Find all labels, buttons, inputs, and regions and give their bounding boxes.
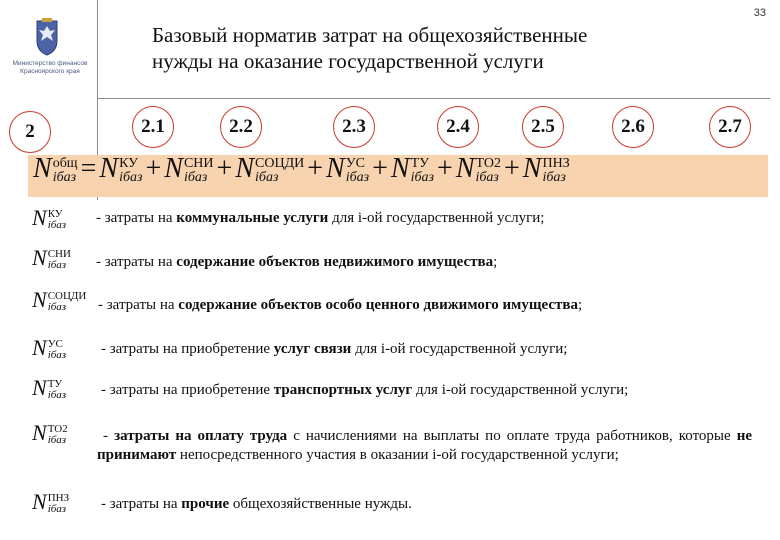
horizontal-rule bbox=[97, 98, 770, 99]
item-description-to2: - затраты на оплату труда с начислениями на выплаты по оплате труда работников, которые не принимают непосредственного участия в оказании i-ой государственной услуги; bbox=[97, 428, 752, 463]
item-description-pnz: - затраты на прочие общехозяйственные нужды. bbox=[101, 496, 412, 512]
item-symbol-sni: N СНИ iбаз bbox=[32, 245, 71, 271]
item-symbol-pnz: N ПНЗ iбаз bbox=[32, 489, 70, 515]
badge-2-3: 2.3 bbox=[333, 106, 375, 148]
formula-term-socdi: N СОЦДИ iбаз bbox=[235, 153, 305, 185]
page-number: 33 bbox=[753, 7, 766, 19]
item-symbol-to2: N ТО2 iбаз bbox=[32, 420, 68, 446]
item-description-sni: - затраты на содержание объектов недвижимого имущества; bbox=[96, 254, 498, 270]
formula-term-ku: N КУ iбаз bbox=[99, 153, 143, 185]
formula-term-total: N общ iбаз bbox=[33, 153, 78, 185]
badge-2-6: 2.6 bbox=[612, 106, 654, 148]
formula-term-sni: N СНИ iбаз bbox=[164, 153, 214, 185]
formula-term-tu: N ТУ iбаз bbox=[390, 153, 435, 185]
organization-name: Министерство финансов Красноярского края bbox=[12, 60, 88, 75]
main-formula: N общ iбаз = N КУ iбаз + N СНИ iбаз + N СОЦДИ iбаз + N УС iбаз + N ТУ iбаз + N ТО2 iбаз + N ПНЗ iбаз bbox=[33, 153, 570, 185]
coat-of-arms-icon bbox=[34, 17, 60, 57]
item-description-us: - затраты на приобретение услуг связи для i-ой государственной услуги; bbox=[101, 341, 568, 357]
item-description-ku: - затраты на коммунальные услуги для i-ой государственной услуги; bbox=[96, 210, 545, 226]
item-symbol-socdi: N СОЦДИ iбаз bbox=[32, 287, 87, 313]
item-symbol-tu: N ТУ iбаз bbox=[32, 375, 67, 401]
item-description-socdi: - затраты на содержание объектов особо ценного движимого имущества; bbox=[98, 297, 583, 313]
badge-2-4: 2.4 bbox=[437, 106, 479, 148]
item-symbol-us: N УС iбаз bbox=[32, 335, 67, 361]
badge-2-7: 2.7 bbox=[709, 106, 751, 148]
formula-term-pnz: N ПНЗ iбаз bbox=[522, 153, 570, 185]
badge-2-5: 2.5 bbox=[522, 106, 564, 148]
badge-2-1: 2.1 bbox=[132, 106, 174, 148]
item-description-tu: - затраты на приобретение транспортных услуг для i-ой государственной услуги; bbox=[101, 382, 629, 398]
formula-term-us: N УС iбаз bbox=[326, 153, 370, 185]
item-symbol-ku: N КУ iбаз bbox=[32, 205, 67, 231]
section-number-badge: 2 bbox=[9, 111, 51, 153]
formula-term-to2: N ТО2 iбаз bbox=[455, 153, 501, 185]
badge-2-2: 2.2 bbox=[220, 106, 262, 148]
page-title: Базовый норматив затрат на общехозяйственные нужды на оказание государственной услуги bbox=[152, 23, 588, 73]
